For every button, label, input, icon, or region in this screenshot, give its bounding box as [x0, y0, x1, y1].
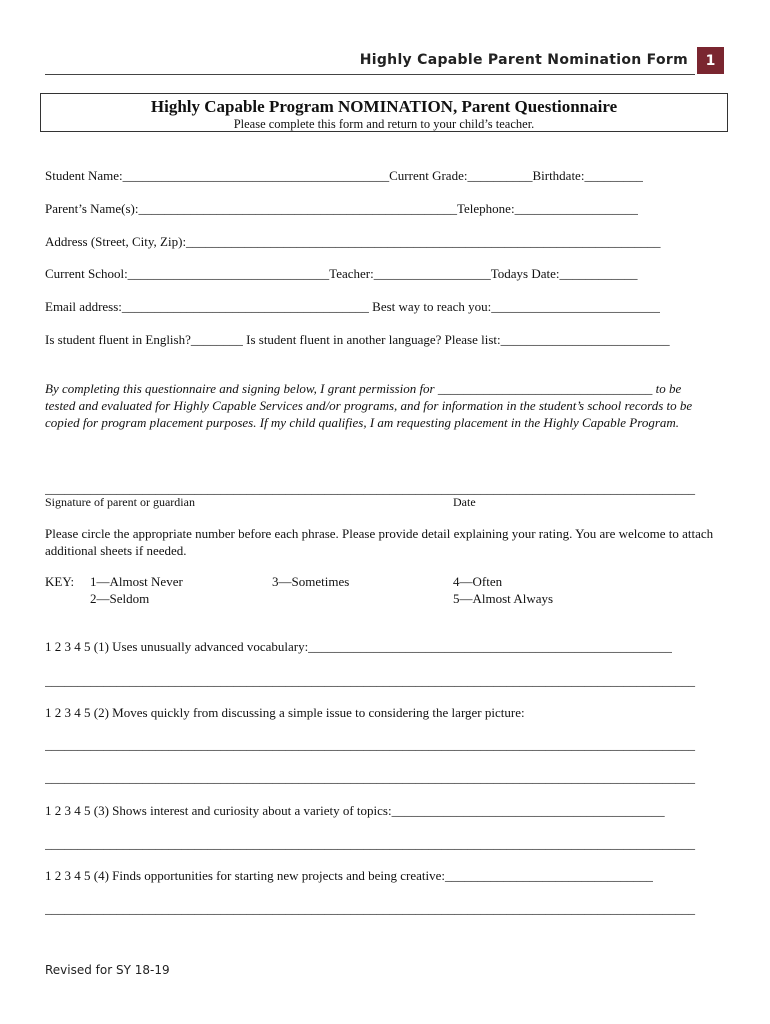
question-3-answer-line[interactable]: ____________________________________________________________________________________________________ [45, 836, 695, 851]
key-almost-always: 5—Almost Always [453, 591, 554, 606]
page-number-badge: 1 [697, 47, 724, 74]
key-seldom: 2—Seldom [90, 591, 150, 606]
key-almost-never: 1—Almost Never [90, 574, 183, 589]
email-field[interactable]: Email address:______________________________________ Best way to reach you:__________________________ [45, 299, 661, 314]
question-2: 1 2 3 4 5 (2) Moves quickly from discussing a simple issue to considering the larger picture: [45, 705, 525, 720]
question-4[interactable]: 1 2 3 4 5 (4) Finds opportunities for starting new projects and being creative:________________________________ [45, 868, 654, 883]
school-field[interactable]: Current School:_______________________________Teacher:__________________Todays Date:____________ [45, 266, 638, 281]
language-field[interactable]: Is student fluent in English?________ Is student fluent in another language? Please list:__________________________ [45, 332, 670, 347]
page-subtitle: Please complete this form and return to your child’s teacher. [233, 117, 535, 131]
question-3[interactable]: 1 2 3 4 5 (3) Shows interest and curiosity about a variety of topics:__________________________________________ [45, 803, 665, 818]
address-field[interactable]: Address (Street, City, Zip):_________________________________________________________________________ [45, 234, 661, 249]
header-rule [45, 74, 695, 75]
student-info-field[interactable]: Student Name:_________________________________________Current Grade:__________Birthdate:_________ [45, 168, 643, 183]
title-box [40, 93, 728, 132]
page-title: Highly Capable Program NOMINATION, Parent Questionnaire [150, 97, 618, 116]
question-4-answer-line[interactable]: ____________________________________________________________________________________________________ [45, 901, 695, 916]
question-2-answer-line-1[interactable]: ____________________________________________________________________________________________________ [45, 737, 695, 752]
signature-line[interactable]: ____________________________________________________________________________________________________ [45, 481, 695, 496]
key-label: KEY: [45, 574, 75, 589]
revision-note: Revised for SY 18-19 [45, 963, 170, 977]
signature-label: Signature of parent or guardian [45, 495, 195, 509]
parent-name-field[interactable]: Parent’s Name(s):_________________________________________________Telephone:___________________ [45, 201, 639, 216]
question-2-answer-line-2[interactable]: ____________________________________________________________________________________________________ [45, 770, 695, 785]
date-label: Date [453, 495, 476, 509]
question-1-answer-line[interactable]: ____________________________________________________________________________________________________ [45, 673, 695, 688]
permission-statement: By completing this questionnaire and signing below, I grant permission for _________________________________ to be tested and evaluated for Highly Capable Services and/or programs, and for information in the student’s school records to be copied for program placement purposes. If my child qualifies, I am requesting placement in the Highly Capable Program. [45, 381, 693, 430]
form-header-title: Highly Capable Parent Nomination Form [359, 52, 688, 68]
key-often: 4—Often [453, 574, 503, 589]
question-1[interactable]: 1 2 3 4 5 (1) Uses unusually advanced vocabulary:________________________________________________________ [45, 639, 673, 654]
key-sometimes: 3—Sometimes [272, 574, 350, 589]
rating-instructions: Please circle the appropriate number before each phrase. Please provide detail explaining your rating. You are welcome to attach additional sheets if needed. [45, 526, 714, 558]
